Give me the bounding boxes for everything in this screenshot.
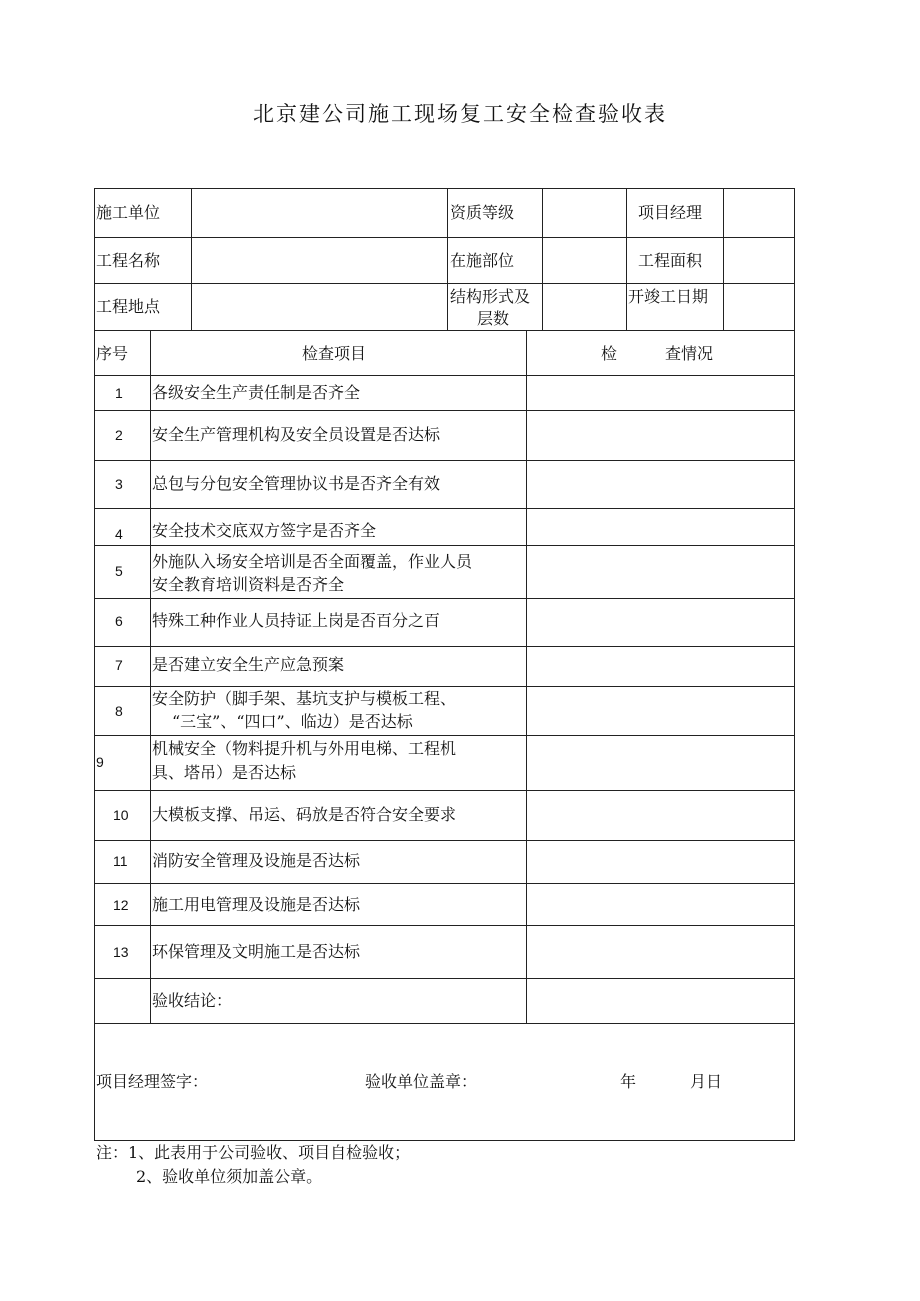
label-qualification-grade: 资质等级: [450, 203, 515, 222]
check-item-text: 各级安全生产责任制是否齐全: [152, 383, 361, 402]
divider: [447, 188, 448, 330]
check-item-text: “三宝”、“四口”、临边）是否达标: [172, 712, 413, 731]
check-item-text: 是否建立安全生产应急预案: [152, 655, 345, 674]
year-label: 年: [620, 1072, 637, 1091]
conclusion-label: 验收结论：: [152, 991, 233, 1010]
divider: [94, 237, 795, 238]
divider: [94, 840, 795, 841]
divider: [94, 1023, 795, 1024]
divider: [94, 883, 795, 884]
label-structure-form: 结构形式及: [450, 287, 531, 306]
item-number: 3: [115, 476, 123, 492]
item-number: 12: [113, 897, 129, 913]
label-construction-unit: 施工单位: [96, 203, 161, 222]
item-number: 2: [115, 427, 123, 443]
check-item-text: 安全技术交底双方签字是否齐全: [152, 521, 377, 540]
check-item-text: 施工用电管理及设施是否达标: [152, 895, 361, 914]
label-construction-part: 在施部位: [450, 251, 515, 270]
note-line-1: 注：1、此表用于公司验收、项目自检验收；: [96, 1143, 411, 1162]
divider: [191, 188, 192, 330]
divider: [94, 330, 795, 331]
check-item-text: 环保管理及文明施工是否达标: [152, 942, 361, 961]
item-number: 13: [113, 944, 129, 960]
item-number: 9: [96, 754, 104, 770]
check-item-text: 特殊工种作业人员持证上岗是否百分之百: [152, 611, 441, 630]
divider: [94, 790, 795, 791]
column-header-no: 序号: [96, 344, 129, 363]
item-number: 7: [115, 657, 123, 673]
divider: [94, 410, 795, 411]
column-header-status-b: 查情况: [665, 344, 714, 363]
month-day-label: 月日: [690, 1072, 723, 1091]
divider: [723, 188, 724, 330]
check-item-text: 机械安全（物料提升机与外用电梯、工程机: [152, 739, 457, 758]
label-project-manager: 项目经理: [638, 203, 703, 222]
divider: [150, 330, 151, 1023]
item-number: 11: [113, 853, 128, 869]
divider: [94, 460, 795, 461]
label-project-location: 工程地点: [96, 297, 161, 316]
check-item-text: 总包与分包安全管理协议书是否齐全有效: [152, 474, 441, 493]
item-number: 5: [115, 563, 123, 579]
label-project-area: 工程面积: [638, 251, 703, 270]
divider: [94, 283, 795, 284]
divider: [542, 188, 543, 330]
divider: [94, 598, 795, 599]
check-item-text: 安全教育培训资料是否齐全: [152, 575, 345, 594]
column-header-item: 检查项目: [302, 344, 367, 363]
divider: [94, 735, 795, 736]
check-item-text: 安全生产管理机构及安全员设置是否达标: [152, 425, 441, 444]
item-number: 1: [115, 385, 123, 401]
check-item-text: 外施队入场安全培训是否全面覆盖，作业人员: [152, 552, 473, 571]
divider: [94, 978, 795, 979]
acceptance-stamp-label: 验收单位盖章：: [365, 1072, 478, 1091]
divider: [94, 646, 795, 647]
divider: [94, 508, 795, 509]
divider: [94, 686, 795, 687]
check-item-text: 具、塔吊）是否达标: [152, 763, 297, 782]
note-line-2: 2、验收单位须加盖公章。: [136, 1167, 323, 1186]
label-project-name: 工程名称: [96, 251, 161, 270]
divider: [94, 375, 795, 376]
item-number: 6: [115, 613, 123, 629]
divider: [94, 545, 795, 546]
label-start-end-date: 开竣工日期: [628, 287, 709, 306]
item-number: 10: [113, 807, 129, 823]
label-structure-floors: 层数: [477, 309, 510, 328]
check-item-text: 安全防护（脚手架、基坑支护与模板工程、: [152, 689, 457, 708]
divider: [94, 925, 795, 926]
divider: [526, 330, 527, 1023]
manager-signature-label: 项目经理签字：: [96, 1072, 209, 1091]
page-title: 北京建公司施工现场复工安全检查验收表: [253, 102, 667, 126]
item-number: 8: [115, 703, 123, 719]
divider: [626, 188, 627, 330]
column-header-status-a: 检: [601, 344, 618, 363]
check-item-text: 消防安全管理及设施是否达标: [152, 851, 361, 870]
check-item-text: 大模板支撑、吊运、码放是否符合安全要求: [152, 805, 457, 824]
item-number: 4: [115, 526, 123, 542]
